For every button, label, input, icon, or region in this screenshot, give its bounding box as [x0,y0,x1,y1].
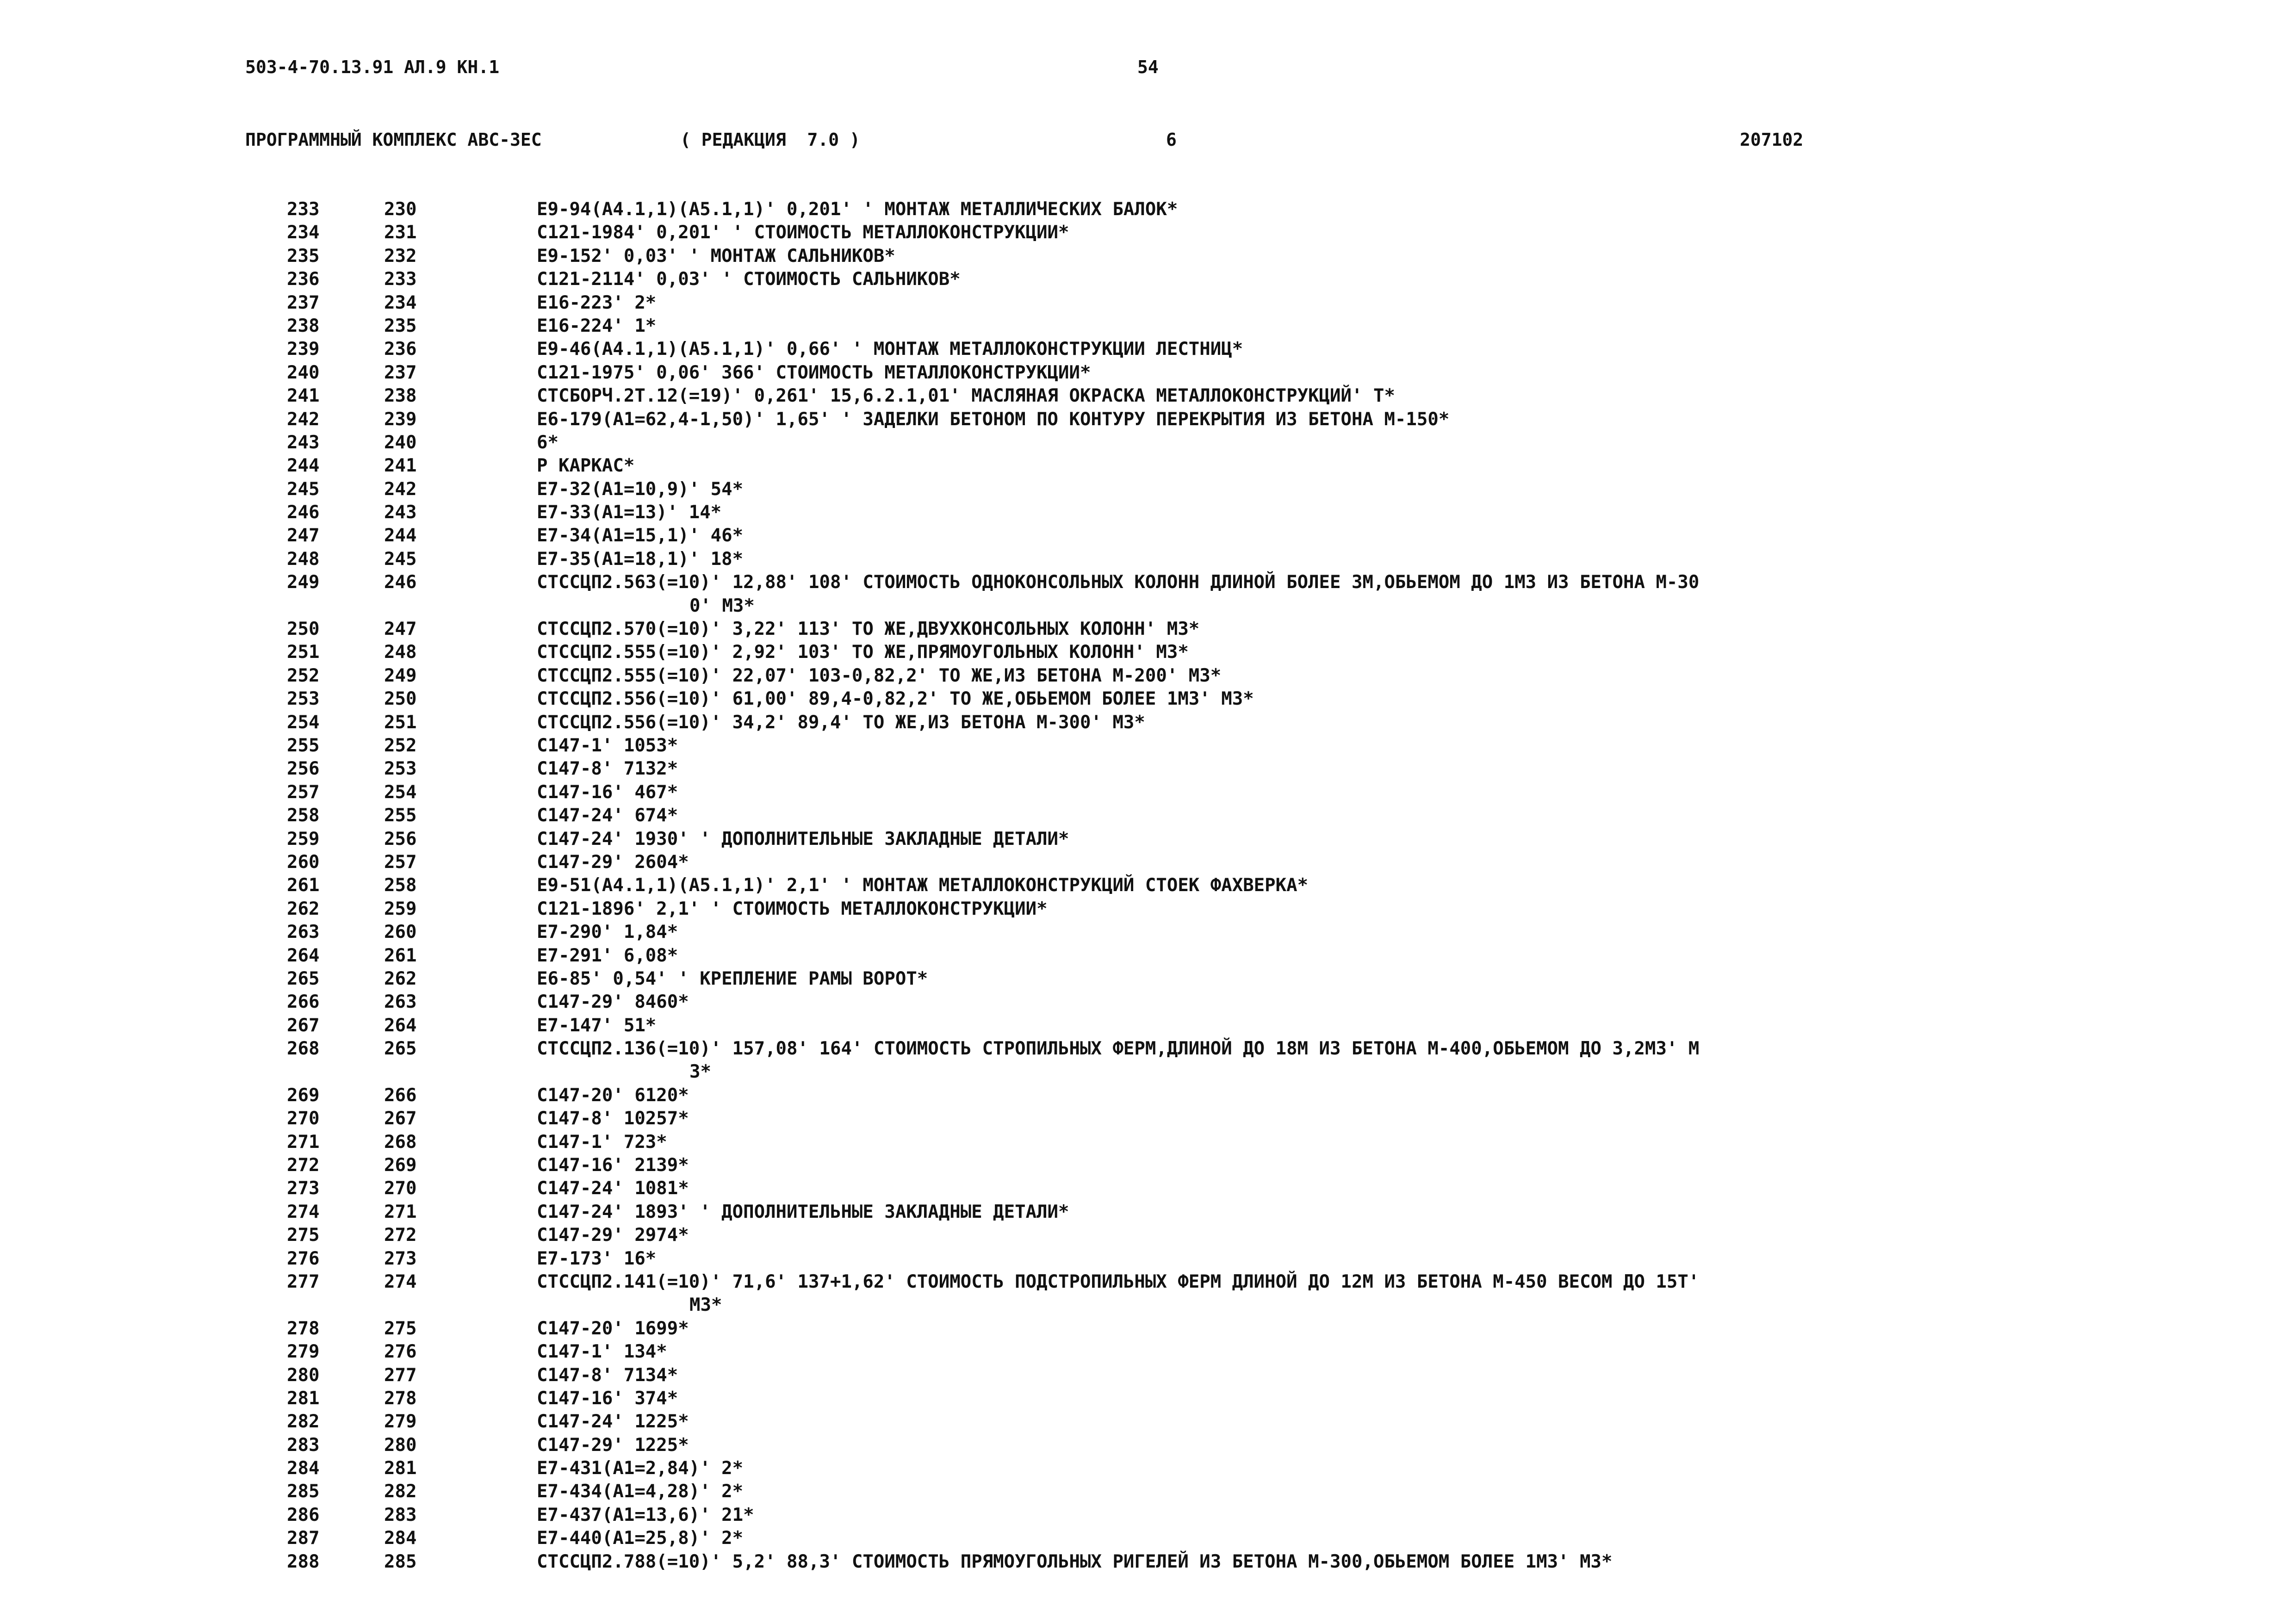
listing-continuation-line [0,1060,2271,1084]
edition-label: ( РЕДАКЦИЯ 7.0 ) [680,130,860,150]
line-number: 287 [287,1528,320,1549]
listing-line [0,1340,2271,1364]
line-number: 278 [287,1318,320,1339]
record-number: 262 [384,968,417,989]
record-number: 278 [384,1388,417,1409]
listing-line [0,1247,2271,1271]
listing-line [0,641,2271,664]
record-number: 248 [384,642,417,663]
line-number: 254 [287,712,320,733]
line-number: 274 [287,1201,320,1222]
record-number: 264 [384,1015,417,1036]
record-text: СТССЦП2.788(=10)' 5,2' 88,3' СТОИМОСТЬ ПРЯМОУГОЛЬНЫХ РИГЕЛЕЙ ИЗ БЕТОНА М-300,ОБЬЕМОМ БОЛЕЕ 1М3' М3* [537,1551,1613,1572]
record-text: Е9-46(А4.1,1)(А5.1,1)' 0,66' ' МОНТАЖ МЕТАЛЛОКОНСТРУКЦИИ ЛЕСТНИЦ* [537,339,1243,360]
record-number: 250 [384,688,417,710]
listing-line [0,291,2271,315]
listing-line [0,1271,2271,1294]
record-text: С147-24' 1893' ' ДОПОЛНИТЕЛЬНЫЕ ЗАКЛАДНЫЕ ДЕТАЛИ* [537,1201,1069,1222]
document-code: 503-4-70.13.91 АЛ.9 КН.1 [245,57,500,77]
record-number: 249 [384,665,417,686]
record-text: С147-24' 674* [537,805,678,826]
record-number: 244 [384,525,417,546]
listing-line [0,1480,2271,1503]
record-text: С147-8' 7132* [537,758,678,780]
line-number: 233 [287,199,320,220]
record-number: 261 [384,945,417,966]
listing-line [0,501,2271,524]
listing-line [0,967,2271,991]
record-number: 238 [384,385,417,407]
record-number: 241 [384,455,417,477]
line-number: 286 [287,1504,320,1525]
line-number: 253 [287,688,320,710]
listing-line [0,1364,2271,1387]
listing-line [0,1107,2271,1130]
record-number: 234 [384,292,417,313]
record-text: С121-1984' 0,201' ' СТОИМОСТЬ МЕТАЛЛОКОНСТРУКЦИИ* [537,222,1069,243]
line-number: 237 [287,292,320,313]
record-number: 271 [384,1201,417,1222]
listing-line [0,361,2271,384]
line-number: 288 [287,1551,320,1572]
record-number: 270 [384,1178,417,1199]
record-number: 233 [384,269,417,290]
listing-line [0,991,2271,1014]
listing-line [0,245,2271,268]
record-text: С147-29' 1225* [537,1434,689,1456]
record-text: С147-1' 134* [537,1341,667,1363]
record-text: С121-1896' 2,1' ' СТОИМОСТЬ МЕТАЛЛОКОНСТРУКЦИИ* [537,898,1048,919]
record-text: СТССЦП2.570(=10)' 3,22' 113' ТО ЖЕ,ДВУХКОНСОЛЬНЫХ КОЛОНН' М3* [537,619,1200,640]
record-text: Е7-147' 51* [537,1015,657,1036]
line-number: 267 [287,1015,320,1036]
listing-line [0,198,2271,221]
line-number: 272 [287,1155,320,1176]
record-text: Е6-179(А1=62,4-1,50)' 1,65' ' ЗАДЕЛКИ БЕТОНОМ ПО КОНТУРУ ПЕРЕКРЫТИЯ ИЗ БЕТОНА М-150* [537,409,1450,430]
record-text-continuation: 0' М3* [689,595,755,616]
line-number: 271 [287,1131,320,1153]
listing-line [0,711,2271,734]
line-number: 234 [287,222,320,243]
record-text: С147-20' 6120* [537,1085,689,1106]
record-text: С147-29' 2604* [537,851,689,873]
record-text: СТССЦП2.556(=10)' 34,2' 89,4' ТО ЖЕ,ИЗ БЕТОНА М-300' М3* [537,712,1145,733]
line-number: 247 [287,525,320,546]
line-number: 252 [287,665,320,686]
record-text: С147-16' 2139* [537,1155,689,1176]
record-number: 266 [384,1085,417,1106]
line-number: 246 [287,502,320,523]
record-text: С147-1' 723* [537,1131,667,1153]
listing-line [0,1527,2271,1550]
listing-line [0,1154,2271,1177]
listing-line [0,454,2271,477]
record-text: Е7-431(А1=2,84)' 2* [537,1458,744,1479]
line-number: 262 [287,898,320,919]
listing-line [0,804,2271,827]
record-number: 277 [384,1364,417,1386]
listing-line [0,408,2271,431]
record-text: С147-8' 7134* [537,1364,678,1386]
line-number: 261 [287,875,320,896]
record-number: 275 [384,1318,417,1339]
listing-continuation-line [0,595,2271,618]
listing-line [0,898,2271,921]
record-text: Е7-437(А1=13,6)' 21* [537,1504,754,1525]
record-number: 256 [384,828,417,849]
record-number: 281 [384,1458,417,1479]
record-number: 279 [384,1411,417,1432]
record-number: 273 [384,1248,417,1269]
program-complex-title: ПРОГРАММНЫЙ КОМПЛЕКС АВС-3ЕС [245,130,542,150]
record-number: 247 [384,619,417,640]
listing-line [0,851,2271,874]
listing-line [0,688,2271,711]
record-text: Е7-173' 16* [537,1248,657,1269]
record-text: СТССЦП2.556(=10)' 61,00' 89,4-0,82,2' ТО ЖЕ,ОБЬЕМОМ БОЛЕЕ 1М3' М3* [537,688,1254,710]
record-text: С147-24' 1930' ' ДОПОЛНИТЕЛЬНЫЕ ЗАКЛАДНЫЕ ДЕТАЛИ* [537,828,1069,849]
listing-line [0,828,2271,851]
record-text: Е7-434(А1=4,28)' 2* [537,1481,744,1502]
record-number: 237 [384,362,417,383]
listing-line [0,1201,2271,1224]
listing-line [0,221,2271,244]
listing-continuation-line [0,1294,2271,1317]
listing-line [0,338,2271,361]
record-text: С147-29' 8460* [537,992,689,1013]
record-number: 252 [384,735,417,756]
listing-line [0,1084,2271,1107]
line-number: 275 [287,1225,320,1246]
record-text: С147-16' 467* [537,781,678,803]
record-text: СТССЦП2.555(=10)' 2,92' 103' ТО ЖЕ,ПРЯМОУГОЛЬНЫХ КОЛОНН' М3* [537,642,1189,663]
page-number: 54 [1137,57,1159,77]
record-text: Е7-291' 6,08* [537,945,678,966]
program-listing [0,198,2271,1574]
line-number: 241 [287,385,320,407]
batch-number: 207102 [1740,130,1804,150]
line-number: 240 [287,362,320,383]
listing-line [0,757,2271,781]
listing-line [0,781,2271,804]
record-number: 231 [384,222,417,243]
line-number: 235 [287,245,320,267]
record-number: 265 [384,1038,417,1060]
record-number: 236 [384,339,417,360]
record-text: С147-20' 1699* [537,1318,689,1339]
record-number: 280 [384,1434,417,1456]
record-text: СТССЦП2.563(=10)' 12,88' 108' СТОИМОСТЬ ОДНОКОНСОЛЬНЫХ КОЛОНН ДЛИНОЙ БОЛЕЕ 3М,ОБЬЕМОМ ДО 1М3 ИЗ БЕТОНА М-30 [537,572,1700,593]
line-number: 259 [287,828,320,849]
record-number: 285 [384,1551,417,1572]
line-number: 264 [287,945,320,966]
listing-line [0,268,2271,291]
listing-line [0,1014,2271,1037]
record-text: Е7-34(А1=15,1)' 46* [537,525,744,546]
line-number: 242 [287,409,320,430]
record-number: 282 [384,1481,417,1502]
line-number: 248 [287,548,320,570]
record-number: 230 [384,199,417,220]
line-number: 270 [287,1108,320,1129]
record-text: Е7-32(А1=10,9)' 54* [537,478,744,500]
line-number: 249 [287,572,320,593]
record-text: Е16-224' 1* [537,315,657,336]
listing-line [0,384,2271,408]
line-number: 257 [287,781,320,803]
record-number: 245 [384,548,417,570]
record-text: С147-24' 1081* [537,1178,689,1199]
listing-line [0,315,2271,338]
record-text-continuation: М3* [689,1295,722,1316]
record-text: 6* [537,432,558,453]
record-number: 242 [384,478,417,500]
line-number: 243 [287,432,320,453]
listing-line [0,1504,2271,1527]
record-number: 260 [384,922,417,943]
record-text: С121-1975' 0,06' 366' СТОИМОСТЬ МЕТАЛЛОКОНСТРУКЦИИ* [537,362,1091,383]
line-number: 239 [287,339,320,360]
record-text-continuation: 3* [689,1061,711,1083]
listing-line [0,431,2271,454]
record-number: 254 [384,781,417,803]
record-text: СТССЦП2.136(=10)' 157,08' 164' СТОИМОСТЬ СТРОПИЛЬНЫХ ФЕРМ,ДЛИНОЙ ДО 18М ИЗ БЕТОНА М-400,ОБЬЕМОМ ДО 3,2М3' М [537,1038,1700,1060]
line-number: 281 [287,1388,320,1409]
record-number: 284 [384,1528,417,1549]
line-number: 250 [287,619,320,640]
record-number: 235 [384,315,417,336]
listing-line [0,944,2271,967]
record-text: Е16-223' 2* [537,292,657,313]
record-number: 263 [384,992,417,1013]
record-number: 257 [384,851,417,873]
record-text: Е7-33(А1=13)' 14* [537,502,722,523]
record-text: СТССЦП2.141(=10)' 71,6' 137+1,62' СТОИМОСТЬ ПОДСТРОПИЛЬНЫХ ФЕРМ ДЛИНОЙ ДО 12М ИЗ БЕТОНА М-450 ВЕСОМ ДО 15Т' [537,1271,1700,1292]
line-number: 282 [287,1411,320,1432]
record-number: 268 [384,1131,417,1153]
record-text: Е7-290' 1,84* [537,922,678,943]
listing-line [0,1317,2271,1340]
listing-line [0,524,2271,547]
listing-line [0,1037,2271,1060]
listing-line [0,874,2271,897]
line-number: 255 [287,735,320,756]
listing-line [0,478,2271,501]
line-number: 276 [287,1248,320,1269]
record-text: СТСБОРЧ.2Т.12(=19)' 0,261' 15,6.2.1,01' МАСЛЯНАЯ ОКРАСКА МЕТАЛЛОКОНСТРУКЦИЙ' Т* [537,385,1395,407]
record-number: 267 [384,1108,417,1129]
record-number: 258 [384,875,417,896]
line-number: 283 [287,1434,320,1456]
record-text: Е7-440(А1=25,8)' 2* [537,1528,744,1549]
record-text: Р КАРКАС* [537,455,635,477]
record-text: Е9-94(А4.1,1)(А5.1,1)' 0,201' ' МОНТАЖ МЕТАЛЛИЧЕСКИХ БАЛОК* [537,199,1178,220]
line-number: 251 [287,642,320,663]
line-number: 265 [287,968,320,989]
listing-line [0,1434,2271,1457]
record-text: С121-2114' 0,03' ' СТОИМОСТЬ САЛЬНИКОВ* [537,269,961,290]
record-text: Е6-85' 0,54' ' КРЕПЛЕНИЕ РАМЫ ВОРОТ* [537,968,928,989]
line-number: 263 [287,922,320,943]
listing-line [0,618,2271,641]
line-number: 269 [287,1085,320,1106]
record-text: С147-16' 374* [537,1388,678,1409]
record-number: 251 [384,712,417,733]
section-number: 6 [1166,130,1177,150]
record-number: 274 [384,1271,417,1292]
line-number: 236 [287,269,320,290]
record-text: С147-24' 1225* [537,1411,689,1432]
listing-line [0,1131,2271,1154]
listing-line [0,1550,2271,1574]
line-number: 280 [287,1364,320,1386]
line-number: 268 [287,1038,320,1060]
record-number: 253 [384,758,417,780]
listing-line [0,1387,2271,1410]
record-text: СТССЦП2.555(=10)' 22,07' 103-0,82,2' ТО ЖЕ,ИЗ БЕТОНА М-200' М3* [537,665,1222,686]
line-number: 266 [287,992,320,1013]
record-text: Е9-152' 0,03' ' МОНТАЖ САЛЬНИКОВ* [537,245,895,267]
listing-line [0,571,2271,594]
listing-line [0,548,2271,571]
record-number: 239 [384,409,417,430]
line-number: 256 [287,758,320,780]
record-number: 255 [384,805,417,826]
listing-line [0,1457,2271,1480]
record-number: 259 [384,898,417,919]
line-number: 285 [287,1481,320,1502]
line-number: 284 [287,1458,320,1479]
record-number: 246 [384,572,417,593]
line-number: 260 [287,851,320,873]
listing-line [0,921,2271,944]
record-number: 269 [384,1155,417,1176]
listing-line [0,1410,2271,1433]
record-number: 283 [384,1504,417,1525]
line-number: 244 [287,455,320,477]
listing-line [0,734,2271,757]
line-number: 279 [287,1341,320,1363]
listing-line [0,1224,2271,1247]
record-number: 232 [384,245,417,267]
record-text: С147-1' 1053* [537,735,678,756]
listing-line [0,1177,2271,1200]
record-text: Е7-35(А1=18,1)' 18* [537,548,744,570]
record-text: С147-8' 10257* [537,1108,689,1129]
record-number: 243 [384,502,417,523]
line-number: 238 [287,315,320,336]
line-number: 277 [287,1271,320,1292]
line-number: 258 [287,805,320,826]
listing-line [0,664,2271,688]
record-number: 272 [384,1225,417,1246]
record-number: 276 [384,1341,417,1363]
line-number: 245 [287,478,320,500]
line-number: 273 [287,1178,320,1199]
record-text: С147-29' 2974* [537,1225,689,1246]
record-number: 240 [384,432,417,453]
record-text: Е9-51(А4.1,1)(А5.1,1)' 2,1' ' МОНТАЖ МЕТАЛЛОКОНСТРУКЦИЙ СТОЕК ФАХВЕРКА* [537,875,1309,896]
